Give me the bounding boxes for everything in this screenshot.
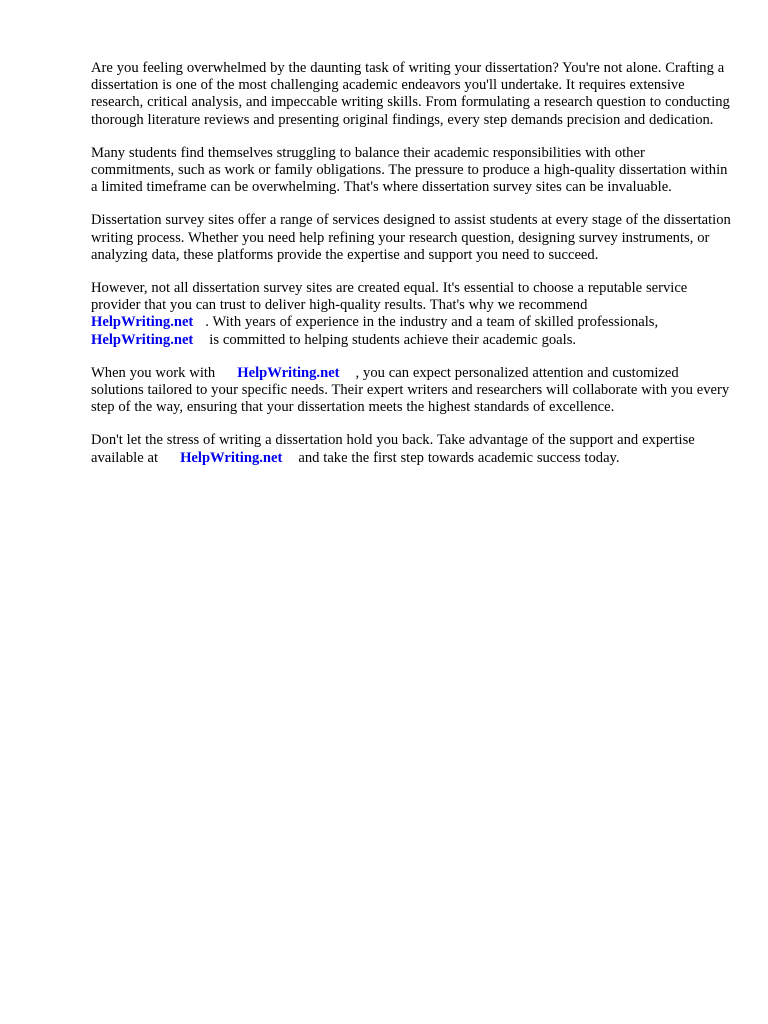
paragraph-intro: Are you feeling overwhelmed by the daunting task of writing your dissertation? You're not alone. Crafting a dissertation is one of the most challenging academic endeavors you'll undertake. It requires extensive research, critical analysis, and impeccable writing skills. From formulating a research question to conducting thorough literature reviews and presenting original findings, every step demands precision and dedication. (91, 60, 730, 128)
paragraph-closing (91, 432, 731, 466)
recommendation-text-before: However, not all dissertation survey sites are created equal. It's essential to choose a reputable service provider that you can trust to deliver high-quality results. That's why we recommend (91, 280, 688, 314)
helpwriting-link-1[interactable]: HelpWriting.net (91, 314, 194, 331)
helpwriting-link-4[interactable]: HelpWriting.net (180, 449, 283, 466)
helpwriting-link-3[interactable]: HelpWriting.net (237, 364, 340, 381)
recommendation-text-after: is committed to helping students achieve their academic goals. (209, 331, 577, 348)
paragraph-struggle: Many students find themselves struggling to balance their academic responsibilities with other commitments, such as work or family obligations. The pressure to produce a high-quality dissertation within a limited timeframe can be overwhelming. That's where dissertation survey sites can be invaluable. (91, 144, 728, 196)
closing-text-after: and take the first step towards academic success today. (298, 449, 620, 466)
closing-text-before: Don't let the stress of writing a dissertation hold you back. Take advantage of the support and expertise available at (91, 432, 695, 466)
paragraph-recommendation (91, 280, 731, 349)
document-body (91, 60, 731, 483)
personalized-text-before: When you work with (91, 364, 216, 381)
recommendation-text-middle: . With years of experience in the industry and a team of skilled professionals, (205, 314, 659, 331)
paragraph-services: Dissertation survey sites offer a range of services designed to assist students at every stage of the dissertation writing process. Whether you need help refining your research question, designing survey instruments, or analyzing data, these platforms provide the expertise and support you need to succeed. (91, 212, 731, 263)
paragraph-personalized (91, 365, 731, 417)
personalized-text-after: , you can expect personalized attention and customized solutions tailored to your specific needs. Their expert writers and researchers will collaborate with you every step of the way, ensuring that your dissertation meets the highest standards of excellence. (91, 364, 730, 416)
helpwriting-link-2[interactable]: HelpWriting.net (91, 331, 194, 348)
